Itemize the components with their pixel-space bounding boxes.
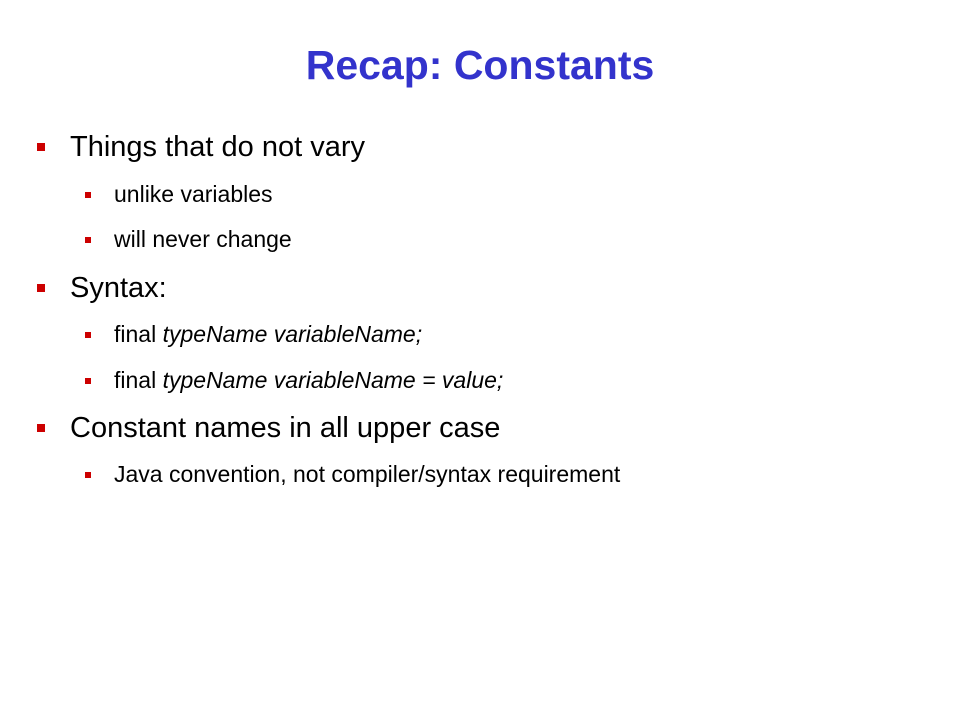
- sub-bullet-marker: [85, 332, 91, 338]
- slide-title: Recap: Constants: [305, 42, 655, 88]
- sub-bullet-text: [114, 365, 503, 395]
- sub-bullet-text: unlike variables: [114, 181, 273, 207]
- syntax-italic: typeName variableName;: [162, 321, 423, 347]
- bullet-text: Syntax:: [70, 272, 167, 304]
- bullet-text: Things that do not vary: [70, 131, 365, 163]
- sub-bullet-text: will never change: [114, 226, 292, 252]
- sub-bullet-text: [114, 319, 422, 349]
- bullet-marker: [37, 284, 45, 292]
- syntax-italic: typeName variableName = value;: [162, 367, 504, 393]
- sub-bullet-marker: [85, 192, 91, 198]
- keyword-final: final: [114, 367, 163, 393]
- sub-bullet-text: Java convention, not compiler/syntax requirement: [114, 461, 621, 487]
- sub-bullet-marker: [85, 472, 91, 478]
- sub-bullet-marker: [85, 237, 91, 243]
- keyword-final: final: [114, 321, 163, 347]
- sub-bullet-marker: [85, 378, 91, 384]
- bullet-text: Constant names in all upper case: [70, 412, 501, 444]
- bullet-marker: [37, 424, 45, 432]
- bullet-marker: [37, 143, 45, 151]
